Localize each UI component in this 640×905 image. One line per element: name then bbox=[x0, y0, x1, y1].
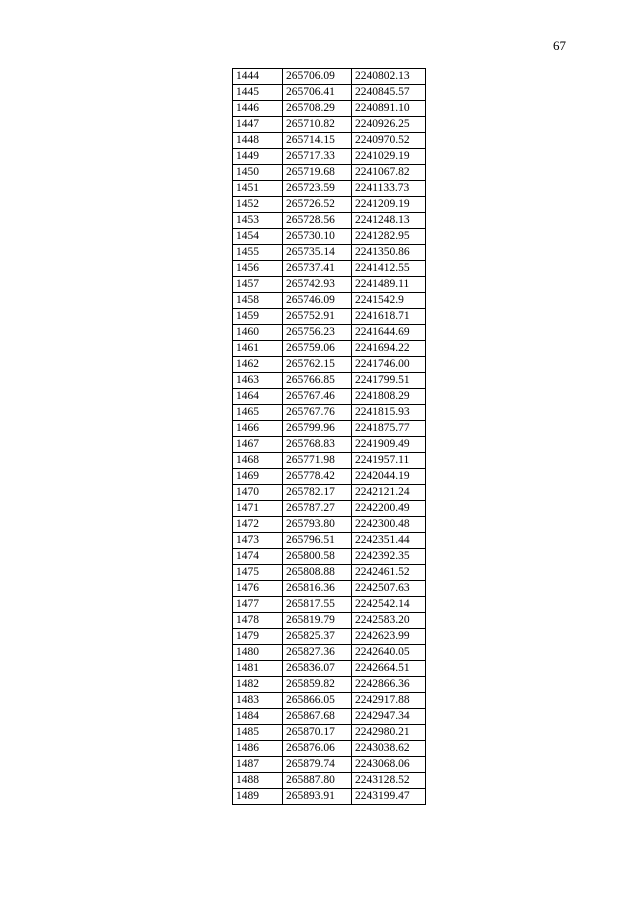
point-number-cell: 1483 bbox=[233, 693, 283, 709]
y-coordinate-cell: 2242664.51 bbox=[352, 661, 426, 677]
point-number-cell: 1455 bbox=[233, 245, 283, 261]
point-number-cell: 1479 bbox=[233, 629, 283, 645]
table-row bbox=[233, 549, 426, 565]
x-coordinate-cell: 265762.15 bbox=[283, 357, 352, 373]
x-coordinate-cell: 265800.58 bbox=[283, 549, 352, 565]
y-coordinate-cell: 2241133.73 bbox=[352, 181, 426, 197]
table-row bbox=[233, 773, 426, 789]
y-coordinate-cell: 2241350.86 bbox=[352, 245, 426, 261]
x-coordinate-cell: 265816.36 bbox=[283, 581, 352, 597]
y-coordinate-cell: 2241542.9 bbox=[352, 293, 426, 309]
point-number-cell: 1462 bbox=[233, 357, 283, 373]
table-row bbox=[233, 341, 426, 357]
x-coordinate-cell: 265717.33 bbox=[283, 149, 352, 165]
x-coordinate-cell: 265819.79 bbox=[283, 613, 352, 629]
point-number-cell: 1447 bbox=[233, 117, 283, 133]
x-coordinate-cell: 265879.74 bbox=[283, 757, 352, 773]
table-row bbox=[233, 165, 426, 181]
point-number-cell: 1489 bbox=[233, 789, 283, 805]
x-coordinate-cell: 265756.23 bbox=[283, 325, 352, 341]
y-coordinate-cell: 2241067.82 bbox=[352, 165, 426, 181]
y-coordinate-cell: 2241746.00 bbox=[352, 357, 426, 373]
table-row bbox=[233, 309, 426, 325]
table-row bbox=[233, 485, 426, 501]
point-number-cell: 1461 bbox=[233, 341, 283, 357]
x-coordinate-cell: 265746.09 bbox=[283, 293, 352, 309]
y-coordinate-cell: 2240926.25 bbox=[352, 117, 426, 133]
point-number-cell: 1478 bbox=[233, 613, 283, 629]
x-coordinate-cell: 265726.52 bbox=[283, 197, 352, 213]
x-coordinate-cell: 265771.98 bbox=[283, 453, 352, 469]
table-row bbox=[233, 757, 426, 773]
table-row bbox=[233, 469, 426, 485]
table-row bbox=[233, 421, 426, 437]
y-coordinate-cell: 2241644.69 bbox=[352, 325, 426, 341]
y-coordinate-cell: 2242917.88 bbox=[352, 693, 426, 709]
point-number-cell: 1445 bbox=[233, 85, 283, 101]
point-number-cell: 1484 bbox=[233, 709, 283, 725]
table-row bbox=[233, 405, 426, 421]
y-coordinate-cell: 2241957.11 bbox=[352, 453, 426, 469]
y-coordinate-cell: 2242200.49 bbox=[352, 501, 426, 517]
y-coordinate-cell: 2242507.63 bbox=[352, 581, 426, 597]
point-number-cell: 1480 bbox=[233, 645, 283, 661]
point-number-cell: 1454 bbox=[233, 229, 283, 245]
table-row bbox=[233, 69, 426, 85]
coordinates-table-body bbox=[233, 69, 426, 805]
x-coordinate-cell: 265767.46 bbox=[283, 389, 352, 405]
y-coordinate-cell: 2242583.20 bbox=[352, 613, 426, 629]
table-row bbox=[233, 789, 426, 805]
table-row bbox=[233, 117, 426, 133]
point-number-cell: 1446 bbox=[233, 101, 283, 117]
y-coordinate-cell: 2240970.52 bbox=[352, 133, 426, 149]
point-number-cell: 1487 bbox=[233, 757, 283, 773]
table-row bbox=[233, 85, 426, 101]
y-coordinate-cell: 2242542.14 bbox=[352, 597, 426, 613]
x-coordinate-cell: 265799.96 bbox=[283, 421, 352, 437]
point-number-cell: 1471 bbox=[233, 501, 283, 517]
y-coordinate-cell: 2241799.51 bbox=[352, 373, 426, 389]
table-row bbox=[233, 245, 426, 261]
y-coordinate-cell: 2241489.11 bbox=[352, 277, 426, 293]
table-row bbox=[233, 597, 426, 613]
x-coordinate-cell: 265708.29 bbox=[283, 101, 352, 117]
point-number-cell: 1465 bbox=[233, 405, 283, 421]
point-number-cell: 1444 bbox=[233, 69, 283, 85]
table-row bbox=[233, 629, 426, 645]
x-coordinate-cell: 265759.06 bbox=[283, 341, 352, 357]
point-number-cell: 1475 bbox=[233, 565, 283, 581]
table-row bbox=[233, 661, 426, 677]
y-coordinate-cell: 2240845.57 bbox=[352, 85, 426, 101]
y-coordinate-cell: 2240891.10 bbox=[352, 101, 426, 117]
table-row bbox=[233, 325, 426, 341]
point-number-cell: 1457 bbox=[233, 277, 283, 293]
point-number-cell: 1452 bbox=[233, 197, 283, 213]
y-coordinate-cell: 2241909.49 bbox=[352, 437, 426, 453]
point-number-cell: 1464 bbox=[233, 389, 283, 405]
x-coordinate-cell: 265787.27 bbox=[283, 501, 352, 517]
point-number-cell: 1467 bbox=[233, 437, 283, 453]
point-number-cell: 1472 bbox=[233, 517, 283, 533]
x-coordinate-cell: 265859.82 bbox=[283, 677, 352, 693]
table-row bbox=[233, 229, 426, 245]
x-coordinate-cell: 265867.68 bbox=[283, 709, 352, 725]
x-coordinate-cell: 265737.41 bbox=[283, 261, 352, 277]
table-row bbox=[233, 389, 426, 405]
y-coordinate-cell: 2241209.19 bbox=[352, 197, 426, 213]
y-coordinate-cell: 2241875.77 bbox=[352, 421, 426, 437]
point-number-cell: 1463 bbox=[233, 373, 283, 389]
y-coordinate-cell: 2243038.62 bbox=[352, 741, 426, 757]
point-number-cell: 1451 bbox=[233, 181, 283, 197]
table-row bbox=[233, 357, 426, 373]
x-coordinate-cell: 265767.76 bbox=[283, 405, 352, 421]
y-coordinate-cell: 2241029.19 bbox=[352, 149, 426, 165]
x-coordinate-cell: 265870.17 bbox=[283, 725, 352, 741]
x-coordinate-cell: 265706.41 bbox=[283, 85, 352, 101]
x-coordinate-cell: 265827.36 bbox=[283, 645, 352, 661]
y-coordinate-cell: 2242044.19 bbox=[352, 469, 426, 485]
point-number-cell: 1485 bbox=[233, 725, 283, 741]
x-coordinate-cell: 265876.06 bbox=[283, 741, 352, 757]
table-row bbox=[233, 709, 426, 725]
x-coordinate-cell: 265714.15 bbox=[283, 133, 352, 149]
y-coordinate-cell: 2241694.22 bbox=[352, 341, 426, 357]
point-number-cell: 1458 bbox=[233, 293, 283, 309]
y-coordinate-cell: 2241815.93 bbox=[352, 405, 426, 421]
x-coordinate-cell: 265730.10 bbox=[283, 229, 352, 245]
point-number-cell: 1453 bbox=[233, 213, 283, 229]
y-coordinate-cell: 2240802.13 bbox=[352, 69, 426, 85]
x-coordinate-cell: 265808.88 bbox=[283, 565, 352, 581]
point-number-cell: 1466 bbox=[233, 421, 283, 437]
table-row bbox=[233, 261, 426, 277]
point-number-cell: 1482 bbox=[233, 677, 283, 693]
point-number-cell: 1477 bbox=[233, 597, 283, 613]
x-coordinate-cell: 265825.37 bbox=[283, 629, 352, 645]
table-row bbox=[233, 277, 426, 293]
table-row bbox=[233, 293, 426, 309]
x-coordinate-cell: 265893.91 bbox=[283, 789, 352, 805]
point-number-cell: 1481 bbox=[233, 661, 283, 677]
y-coordinate-cell: 2243128.52 bbox=[352, 773, 426, 789]
coordinates-table bbox=[232, 68, 426, 805]
y-coordinate-cell: 2242392.35 bbox=[352, 549, 426, 565]
table-row bbox=[233, 101, 426, 117]
table-row bbox=[233, 741, 426, 757]
x-coordinate-cell: 265817.55 bbox=[283, 597, 352, 613]
y-coordinate-cell: 2242623.99 bbox=[352, 629, 426, 645]
y-coordinate-cell: 2242121.24 bbox=[352, 485, 426, 501]
y-coordinate-cell: 2241282.95 bbox=[352, 229, 426, 245]
y-coordinate-cell: 2241808.29 bbox=[352, 389, 426, 405]
x-coordinate-cell: 265778.42 bbox=[283, 469, 352, 485]
x-coordinate-cell: 265723.59 bbox=[283, 181, 352, 197]
x-coordinate-cell: 265796.51 bbox=[283, 533, 352, 549]
y-coordinate-cell: 2242300.48 bbox=[352, 517, 426, 533]
x-coordinate-cell: 265793.80 bbox=[283, 517, 352, 533]
point-number-cell: 1448 bbox=[233, 133, 283, 149]
point-number-cell: 1474 bbox=[233, 549, 283, 565]
table-row bbox=[233, 373, 426, 389]
x-coordinate-cell: 265836.07 bbox=[283, 661, 352, 677]
point-number-cell: 1456 bbox=[233, 261, 283, 277]
table-row bbox=[233, 213, 426, 229]
y-coordinate-cell: 2241412.55 bbox=[352, 261, 426, 277]
table-row bbox=[233, 517, 426, 533]
x-coordinate-cell: 265768.83 bbox=[283, 437, 352, 453]
x-coordinate-cell: 265742.93 bbox=[283, 277, 352, 293]
y-coordinate-cell: 2243199.47 bbox=[352, 789, 426, 805]
table-row bbox=[233, 453, 426, 469]
point-number-cell: 1470 bbox=[233, 485, 283, 501]
table-row bbox=[233, 197, 426, 213]
y-coordinate-cell: 2241248.13 bbox=[352, 213, 426, 229]
y-coordinate-cell: 2242980.21 bbox=[352, 725, 426, 741]
y-coordinate-cell: 2242351.44 bbox=[352, 533, 426, 549]
y-coordinate-cell: 2242461.52 bbox=[352, 565, 426, 581]
point-number-cell: 1449 bbox=[233, 149, 283, 165]
table-row bbox=[233, 613, 426, 629]
x-coordinate-cell: 265887.80 bbox=[283, 773, 352, 789]
page-number: 67 bbox=[553, 38, 566, 53]
x-coordinate-cell: 265866.05 bbox=[283, 693, 352, 709]
x-coordinate-cell: 265706.09 bbox=[283, 69, 352, 85]
x-coordinate-cell: 265735.14 bbox=[283, 245, 352, 261]
table-row bbox=[233, 693, 426, 709]
table-row bbox=[233, 645, 426, 661]
table-row bbox=[233, 501, 426, 517]
point-number-cell: 1450 bbox=[233, 165, 283, 181]
table-row bbox=[233, 725, 426, 741]
table-row bbox=[233, 533, 426, 549]
point-number-cell: 1469 bbox=[233, 469, 283, 485]
point-number-cell: 1460 bbox=[233, 325, 283, 341]
y-coordinate-cell: 2242947.34 bbox=[352, 709, 426, 725]
x-coordinate-cell: 265782.17 bbox=[283, 485, 352, 501]
table-row bbox=[233, 437, 426, 453]
point-number-cell: 1488 bbox=[233, 773, 283, 789]
table-row bbox=[233, 149, 426, 165]
point-number-cell: 1459 bbox=[233, 309, 283, 325]
table-row bbox=[233, 677, 426, 693]
point-number-cell: 1486 bbox=[233, 741, 283, 757]
table-row bbox=[233, 181, 426, 197]
y-coordinate-cell: 2241618.71 bbox=[352, 309, 426, 325]
x-coordinate-cell: 265710.82 bbox=[283, 117, 352, 133]
table-row bbox=[233, 565, 426, 581]
x-coordinate-cell: 265752.91 bbox=[283, 309, 352, 325]
point-number-cell: 1476 bbox=[233, 581, 283, 597]
y-coordinate-cell: 2243068.06 bbox=[352, 757, 426, 773]
point-number-cell: 1468 bbox=[233, 453, 283, 469]
x-coordinate-cell: 265728.56 bbox=[283, 213, 352, 229]
point-number-cell: 1473 bbox=[233, 533, 283, 549]
x-coordinate-cell: 265719.68 bbox=[283, 165, 352, 181]
y-coordinate-cell: 2242866.36 bbox=[352, 677, 426, 693]
y-coordinate-cell: 2242640.05 bbox=[352, 645, 426, 661]
table-row bbox=[233, 133, 426, 149]
x-coordinate-cell: 265766.85 bbox=[283, 373, 352, 389]
table-row bbox=[233, 581, 426, 597]
